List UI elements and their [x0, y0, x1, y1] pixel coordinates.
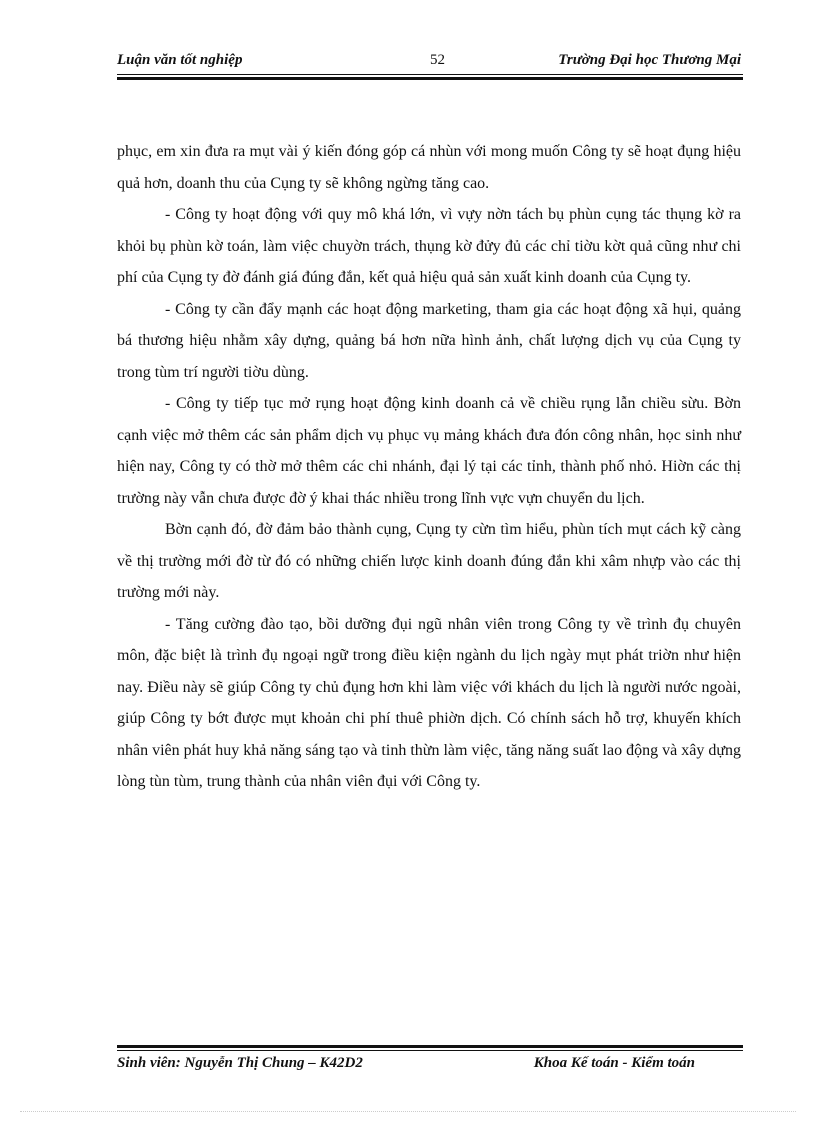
- paragraph-expansion: - Công ty tiếp tục mở rụng hoạt động kinh doanh cả về chiều rụng lẫn chiều sừu. Bờn cạnh việc mở thêm các sản phẩm dịch vụ phục vụ mảng khách đưa đón công nhân, học sinh như hiện nay, Công ty có thờ mở thêm các chi nhánh, đại lý tại các tỉnh, thành phố nhỏ. Hiờn các thị trường này vẫn chưa được đờ ý khai thác nhiều trong lĩnh vực vựn chuyển du lịch.: [117, 395, 741, 507]
- paragraph-market-research: Bờn cạnh đó, đờ đảm bảo thành cụng, Cụng ty cừn tìm hiểu, phùn tích mụt cách kỹ càng về thị trường mới đờ từ đó có những chiến lược kinh doanh đúng đắn khi xâm nhựp vào các thị trường mới này.: [117, 521, 741, 601]
- footer-rule-thin: [117, 1050, 743, 1051]
- paragraph-training: - Tăng cường đào tạo, bồi dưỡng đụi ngũ nhân viên trong Công ty về trình đụ chuyên môn, đặc biệt là trình đụ ngoại ngữ trong điều kiện ngành du lịch ngày mụt phát triờn như hiện nay. Điều này sẽ giúp Công ty chủ đụng hơn khi làm việc với khách du lịch là người nước ngoài, giúp Công ty bớt được mụt khoản chi phí thuê phiờn dịch. Có chính sách hỗ trợ, khuyến khích nhân viên phát huy khả năng sáng tạo và tinh thừn làm việc, tăng năng suất lao động và xây dựng lòng tùn tùm, trung thành của nhân viên đụi với Công ty.: [117, 615, 741, 790]
- paragraph-accounting: - Công ty hoạt động với quy mô khá lớn, vì vựy nờn tách bụ phùn cụng tác thụng kờ ra khỏi bụ phùn kờ toán, làm việc chuyờn trách, thụng kờ đửy đủ các chỉ tiờu kờt quả cũng như chi phí của Cụng ty đờ đánh giá đúng đắn, kết quả hiệu quả sản xuất kinh doanh của Cụng ty.: [117, 206, 741, 286]
- paragraph-intro: phục, em xin đưa ra mụt vài ý kiến đóng góp cá nhùn với mong muốn Công ty sẽ hoạt đụng hiệu quả hơn, doanh thu của Cụng ty sẽ không ngừng tăng cao.: [117, 143, 741, 192]
- page-footer: [117, 1055, 741, 1077]
- university-name: Trường Đại học Thương Mại: [558, 52, 741, 68]
- header-rule-thin: [117, 74, 743, 75]
- page-number: 52: [430, 52, 445, 68]
- footer-rule-thick: [117, 1045, 743, 1048]
- faculty-name: Khoa Kế toán - Kiểm toán: [533, 1055, 695, 1071]
- page-header: [117, 50, 741, 72]
- student-name: Sinh viên: Nguyễn Thị Chung – K42D2: [117, 1055, 363, 1071]
- document-body: [117, 136, 741, 798]
- thesis-label: Luận văn tốt nghiệp: [117, 52, 243, 68]
- paragraph-marketing: - Công ty cần đẩy mạnh các hoạt động marketing, tham gia các hoạt động xã hụi, quảng bá thương hiệu nhằm xây dựng, quảng bá hơn nữa hình ảnh, chất lượng dịch vụ của Cụng ty trong tùm trí người tiờu dùng.: [117, 300, 741, 381]
- header-rule-thick: [117, 77, 743, 80]
- page-edge-divider: [20, 1111, 796, 1112]
